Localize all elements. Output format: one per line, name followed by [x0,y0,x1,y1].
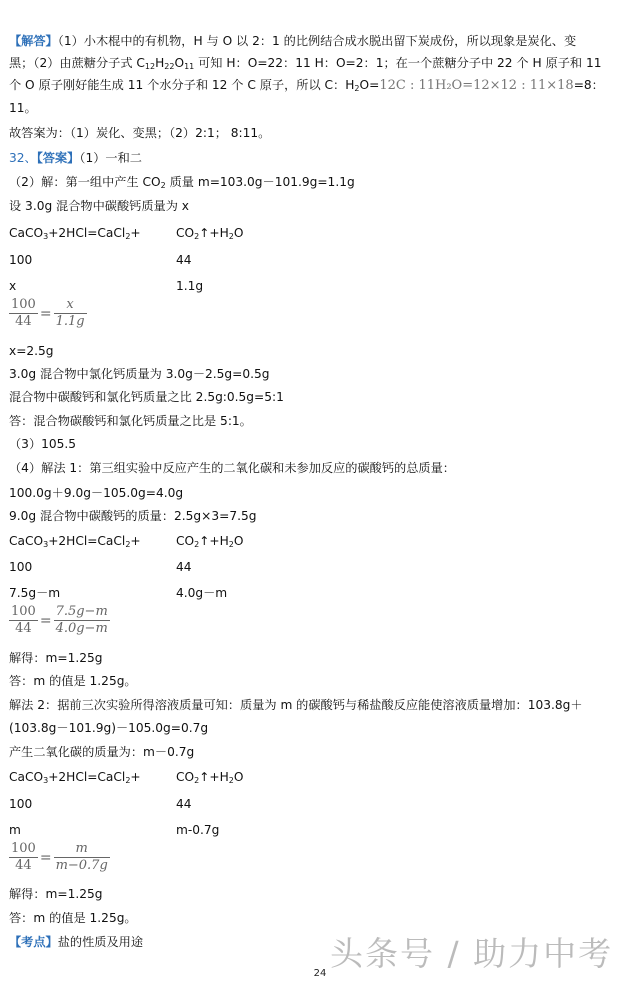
part-4-intro: （4）解法 1：第三组实验中反应产生的二氧化碳和未参加反应的碳酸钙的总质量： [9,461,455,475]
subscript: 2 [160,181,166,190]
answer-line-2 [9,55,601,71]
mass-left-2: 7.5g－m [9,586,61,600]
text: CO [176,226,195,240]
co2-mass: 产生二氧化碳的质量为：m－0.7g [9,745,195,759]
calc-line-2: 9.0g 混合物中碳酸钙的质量：2.5g×3=7.5g [9,509,257,523]
text: CO [176,770,195,784]
subscript: 2 [354,84,360,93]
mass-left-1: x [9,279,17,293]
knowledge-tag: 【考点】 [9,935,58,949]
subscript: 2 [228,232,234,241]
text: CO [176,534,195,548]
text: O [233,770,244,784]
text: CaCO [9,534,44,548]
text: + [130,534,141,548]
denominator: 44 [15,314,32,329]
answer-line-3 [9,77,604,94]
text: +2HCl=CaCl [48,534,126,548]
final-answer-1: 答：m 的值是 1.25g。 [9,674,137,688]
answer-text: （1）小木棍中的有机物，H 与 O 以 2：1 的比例结合成水脱出留下炭成份，所以现象是炭化、变 [57,34,577,48]
mass-right-2: 4.0g－m [176,586,228,600]
denominator: 1.1g [55,314,85,329]
text: O= [359,78,380,92]
text: ↑+H [199,534,229,548]
ratio-left-3: 100 [9,797,33,811]
text: + [130,770,141,784]
text: ↑+H [199,770,229,784]
answer-tag: 【解答】 [9,34,58,48]
numerator: 100 [11,297,36,312]
subscript: 2 [194,540,200,549]
subscript: 22 [164,62,175,71]
method-2-intro: 解法 2：据前三次实验所得溶液质量可知：质量为 m 的碳酸钙与稀盐酸反应能使溶液质量增加：103.8g＋ [9,698,583,712]
text: =8： [573,78,604,92]
answer-summary: 故答案为：（1）炭化、变黑；（2）2:1； 8:11。 [9,126,271,140]
mass-right-3: m-0.7g [176,823,220,837]
numerator: m [75,841,88,856]
answer-ratio: 答：混合物碳酸钙和氯化钙质量之比是 5:1。 [9,414,252,428]
text: + [130,226,141,240]
text: ↑+H [199,226,229,240]
numerator: 100 [11,841,36,856]
proportion-1 [9,298,87,329]
denominator: m−0.7g [55,858,108,873]
text: +2HCl=CaCl [48,770,126,784]
subscript: 2 [125,776,131,785]
answer-tag: 【答案】 [36,151,80,165]
part-3-answer: （3）105.5 [9,437,77,451]
answer-line-1 [9,33,576,49]
text: （1）一和二 [79,151,142,165]
denominator: 44 [15,858,32,873]
equation-right-1 [176,225,243,241]
subscript: 2 [228,776,234,785]
text: H [155,56,165,70]
question-32-header [9,150,142,166]
equals: = [39,305,52,322]
subscript: 11 [184,62,195,71]
knowledge-text: 盐的性质及用途 [57,935,144,949]
text: （2）解：第一组中产生 CO [9,175,161,189]
text: CaCO [9,226,44,240]
denominator: 4.0g−m [55,621,108,636]
calcium-chloride-mass: 3.0g 混合物中氯化钙质量为 3.0g－2.5g=0.5g [9,367,270,381]
ratio-formula: 12C : 11H₂O=12×12 : 11×18 [379,78,574,93]
text: 个 O 原子刚好能生成 11 个水分子和 12 个 C 原子，所以 C：H [9,78,355,92]
text: 质量 m=103.0g－101.9g=1.1g [165,175,355,189]
mass-ratio: 混合物中碳酸钙和氯化钙质量之比 2.5g:0.5g=5:1 [9,390,284,404]
subscript: 2 [125,232,131,241]
question-number: 32、 [9,151,37,165]
numerator: 7.5g−m [55,604,108,619]
equation-left-2 [9,533,141,549]
mass-right-1: 1.1g [176,279,204,293]
equals: = [39,612,52,629]
watermark: 头条号 / 助力中考 [330,934,614,973]
text: O [233,226,244,240]
solve-line-2: 解得：m=1.25g [9,887,103,901]
text: 黑；（2）由蔗糖分子式 C [9,56,145,70]
knowledge-point [9,934,143,950]
subscript: 2 [228,540,234,549]
final-answer-2: 答：m 的值是 1.25g。 [9,911,137,925]
method-2-calc: (103.8g－101.9g)－105.0g=0.7g [9,721,209,735]
solve-line-1: 解得：m=1.25g [9,651,103,665]
subscript: 3 [43,232,49,241]
equation-right-3 [176,769,243,785]
subscript: 3 [43,776,49,785]
proportion-2 [9,605,110,636]
equation-right-2 [176,533,243,549]
text: 可知 H：O=22：11 H：O=2：1；在一个蔗糖分子中 22 个 H 原子和 11 [194,56,602,70]
denominator: 44 [15,621,32,636]
equation-left-3 [9,769,141,785]
ratio-right-1: 44 [176,253,192,267]
assumption-line: 设 3.0g 混合物中碳酸钙质量为 x [9,199,190,213]
subscript: 2 [194,776,200,785]
ratio-right-2: 44 [176,560,192,574]
equals: = [39,849,52,866]
mass-left-3: m [9,823,21,837]
calc-line-1: 100.0g＋9.0g－105.0g=4.0g [9,486,184,500]
subscript: 3 [43,540,49,549]
numerator: x [66,297,74,312]
subscript: 2 [194,232,200,241]
ratio-left-1: 100 [9,253,33,267]
numerator: 100 [11,604,36,619]
text: +2HCl=CaCl [48,226,126,240]
subscript: 12 [144,62,156,71]
result-x: x=2.5g [9,344,54,358]
equation-left-1 [9,225,141,241]
subscript: 2 [125,540,131,549]
solution-2-intro [9,174,355,190]
text: O [174,56,185,70]
proportion-3 [9,842,110,873]
ratio-left-2: 100 [9,560,33,574]
answer-line-4: 11。 [9,101,37,115]
ratio-right-3: 44 [176,797,192,811]
text: O [233,534,244,548]
text: CaCO [9,770,44,784]
page-number: 24 [313,968,327,979]
